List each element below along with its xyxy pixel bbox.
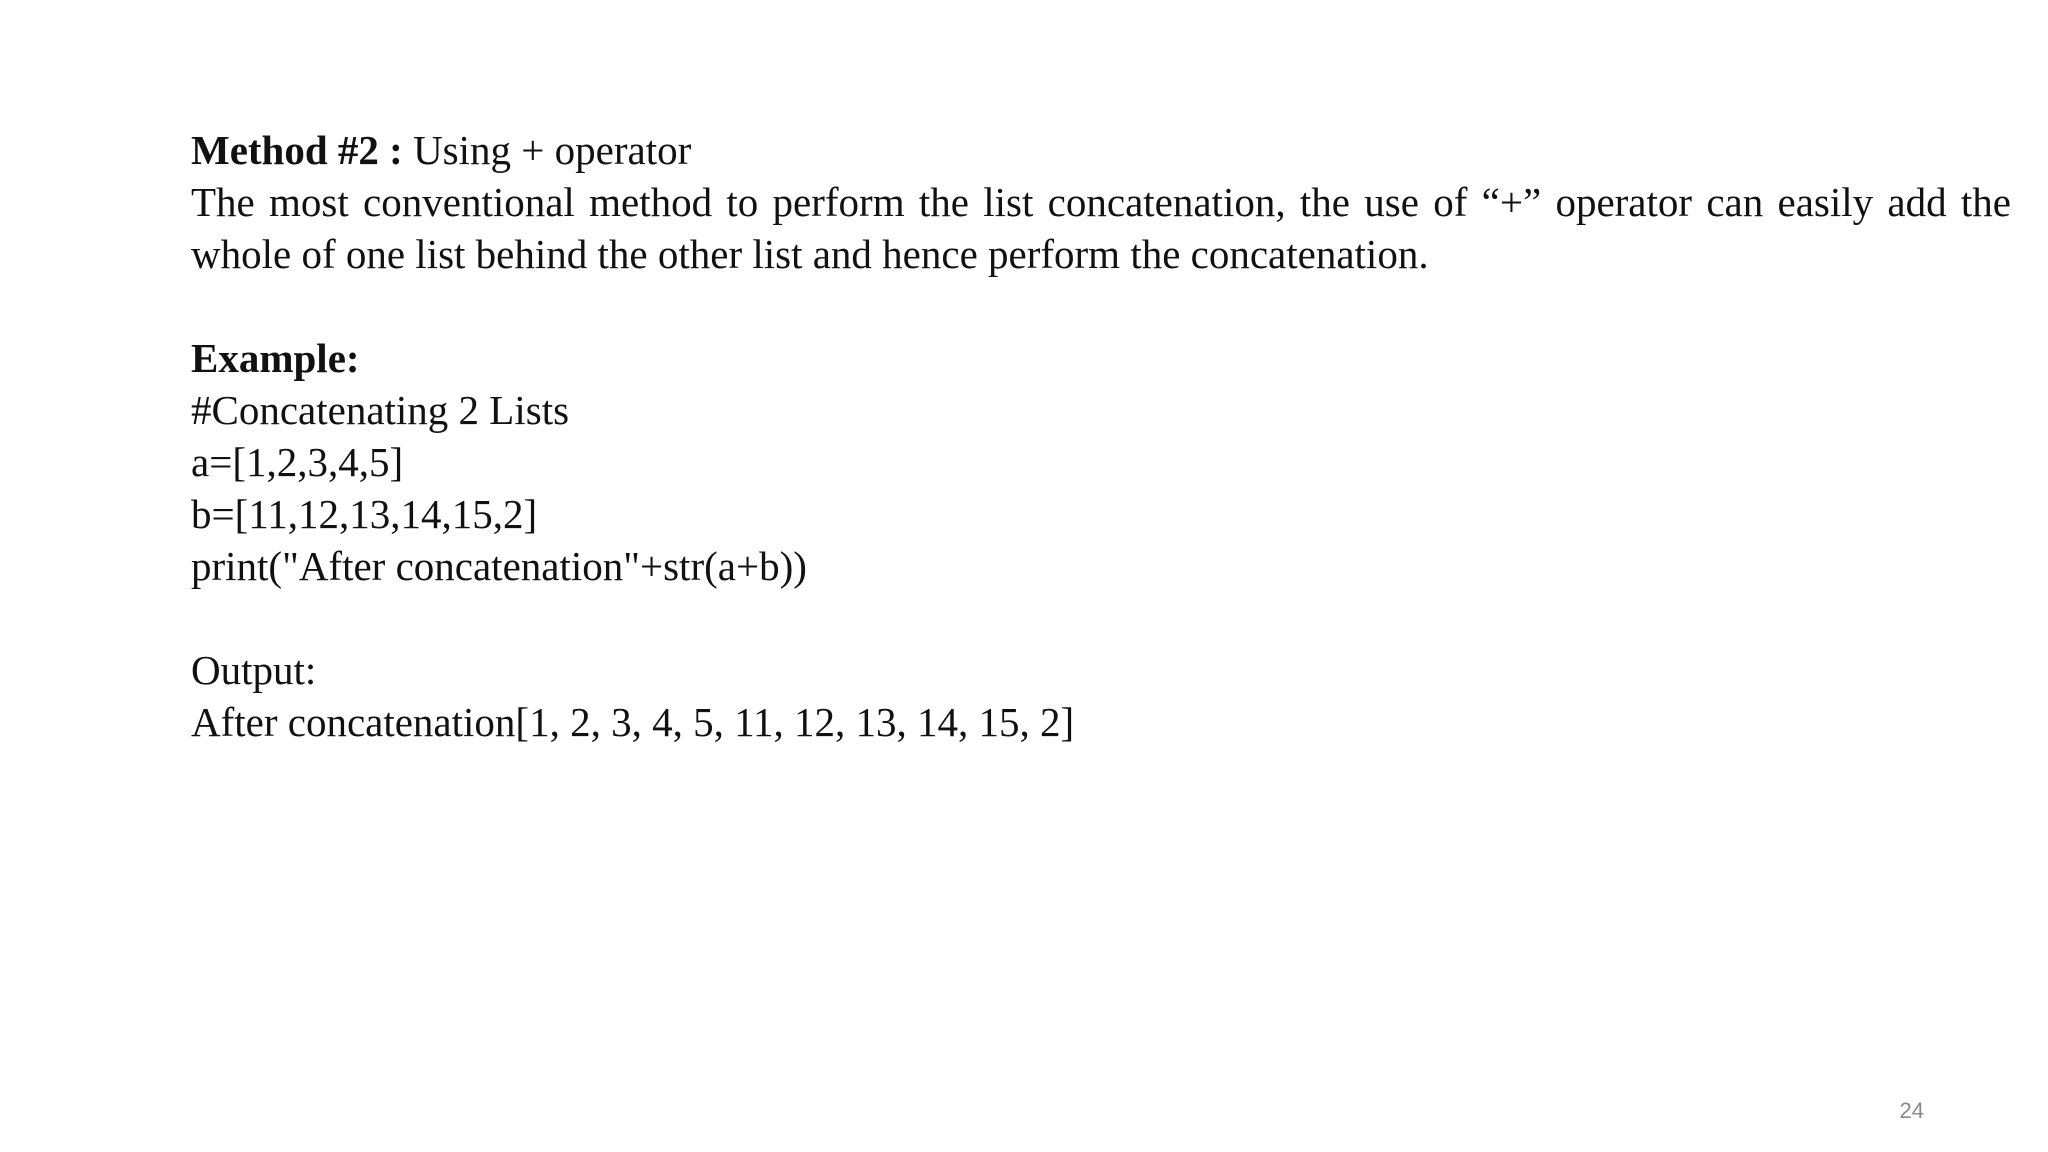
spacer <box>191 592 2011 644</box>
code-line-list-b: b=[11,12,13,14,15,2] <box>191 491 538 537</box>
output-result: After concatenation[1, 2, 3, 4, 5, 11, 12, 13, 14, 15, 2] <box>191 699 1075 745</box>
output-heading: Output: <box>191 647 317 693</box>
code-line-comment: #Concatenating 2 Lists <box>191 387 570 433</box>
code-line-print: print("After concatenation"+str(a+b)) <box>191 543 807 589</box>
method-description: The most conventional method to perform the list concatenation, the use of “+” operator can easily add the whole of one list behind the other list and hence perform the concatenation. <box>191 179 2011 277</box>
method-title: Using + operator <box>402 127 692 173</box>
example-heading: Example: <box>191 335 360 381</box>
slide-content <box>191 124 2011 748</box>
code-line-list-a: a=[1,2,3,4,5] <box>191 439 404 485</box>
method-label: Method #2 : <box>191 127 403 173</box>
method-heading <box>191 124 2011 176</box>
spacer <box>191 280 2011 332</box>
page-number: 24 <box>1899 1098 1924 1123</box>
